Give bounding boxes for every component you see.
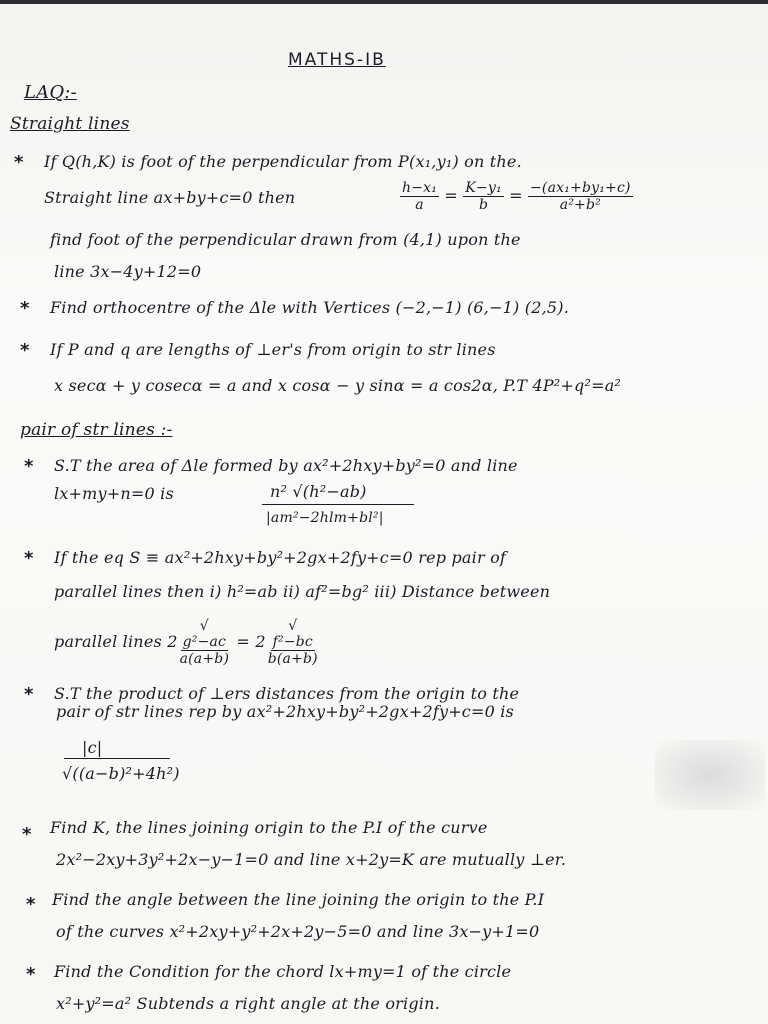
q4-frac-num: n² √(h²−ab) xyxy=(270,482,367,501)
q1-frac3-num: −(ax₁+by₁+c) xyxy=(529,180,631,196)
bullet-star-icon: * xyxy=(14,152,24,173)
page-title: MATHS-IB xyxy=(288,50,386,70)
bullet-star-icon: * xyxy=(24,548,34,569)
q1-line2: Straight line ax+by+c=0 then xyxy=(44,188,296,207)
page-smudge xyxy=(655,740,765,810)
q5-line2: parallel lines then i) h²=ab ii) af²=bg² iii) Distance between xyxy=(54,582,551,601)
q5-frac1-den: a(a+b) xyxy=(179,651,230,667)
q1-frac1-num: h−x₁ xyxy=(402,180,438,196)
q5-line3-text: parallel lines xyxy=(54,632,162,651)
q5-line3 xyxy=(54,618,320,667)
q1-frac3-den: a²+b² xyxy=(559,197,601,213)
q1-line3: find foot of the perpendicular drawn from (4,1) upon the xyxy=(50,230,521,249)
q1-line4: line 3x−4y+12=0 xyxy=(54,262,202,281)
q7-line1: Find K, the lines joining origin to the P.I of the curve xyxy=(50,818,488,837)
q1-frac2-den: b xyxy=(478,197,489,213)
section-laq-heading: LAQ:- xyxy=(24,82,77,103)
q6-line2: pair of str lines rep by ax²+2hxy+by²+2gx+2fy+c=0 is xyxy=(56,702,514,721)
q1-line1: If Q(h,K) is foot of the perpendicular from P(x₁,y₁) on the. xyxy=(44,152,522,171)
q5-two-b: 2 xyxy=(255,632,266,651)
q5-frac1-num: g²−ac xyxy=(182,634,227,650)
q5-eq: = xyxy=(236,632,251,651)
q7-line2: 2x²−2xy+3y²+2x−y−1=0 and line x+2y=K are mutually ⊥er. xyxy=(56,850,567,869)
bullet-star-icon: * xyxy=(26,894,36,915)
q5-sqrt1: √ g²−ac a(a+b) xyxy=(179,618,230,667)
q2-line1: Find orthocentre of the Δle with Vertices (−2,−1) (6,−1) (2,5). xyxy=(50,298,569,317)
section-straight-lines-heading: Straight lines xyxy=(10,114,130,134)
q5-sqrt2: √ f²−bc b(a+b) xyxy=(267,618,318,667)
q9-line1: Find the Condition for the chord lx+my=1 of the circle xyxy=(54,962,512,981)
q1-frac2-num: K−y₁ xyxy=(465,180,502,196)
bullet-star-icon: * xyxy=(26,964,36,985)
q9-line2: x²+y²=a² Subtends a right angle at the origin. xyxy=(56,994,440,1013)
q5-line1: If the eq S ≡ ax²+2hxy+by²+2gx+2fy+c=0 rep pair of xyxy=(54,548,507,567)
q5-two-a: 2 xyxy=(167,632,178,651)
q6-fraction-bar xyxy=(64,758,170,759)
q3-line1: If P and q are lengths of ⊥er's from origin to str lines xyxy=(50,340,496,359)
bullet-star-icon: * xyxy=(20,298,30,319)
q4-line1: S.T the area of Δle formed by ax²+2hxy+by²=0 and line xyxy=(54,456,518,475)
bullet-star-icon: * xyxy=(22,824,32,845)
bullet-star-icon: * xyxy=(24,456,34,477)
q3-line2: x secα + y cosecα = a and x cosα − y sinα = a cos2α, P.T 4P²+q²=a² xyxy=(54,376,622,395)
q4-line2: lx+my+n=0 is xyxy=(54,484,174,503)
q1-eq1: = xyxy=(444,186,458,205)
q4-fraction-bar xyxy=(262,504,414,505)
q6-line1: S.T the product of ⊥ers distances from the origin to the xyxy=(54,684,520,703)
bullet-star-icon: * xyxy=(20,340,30,361)
q8-line2: of the curves x²+2xy+y²+2x+2y−5=0 and line 3x−y+1=0 xyxy=(56,922,540,941)
q5-frac2-num: f²−bc xyxy=(272,634,313,650)
section-pair-of-lines-heading: pair of str lines :- xyxy=(20,420,173,440)
bullet-star-icon: * xyxy=(24,684,34,705)
q1-formula xyxy=(400,180,633,213)
q8-line1: Find the angle between the line joining the origin to the P.I xyxy=(52,890,545,909)
q4-frac-den: |am²−2hlm+bl²| xyxy=(266,510,384,526)
q1-eq2: = xyxy=(509,186,523,205)
q6-frac-num: |c| xyxy=(82,738,103,757)
page-top-edge xyxy=(0,0,768,4)
q6-frac-den: √((a−b)²+4h²) xyxy=(62,764,180,783)
q5-frac2-den: b(a+b) xyxy=(267,651,318,667)
q1-frac1-den: a xyxy=(415,197,424,213)
